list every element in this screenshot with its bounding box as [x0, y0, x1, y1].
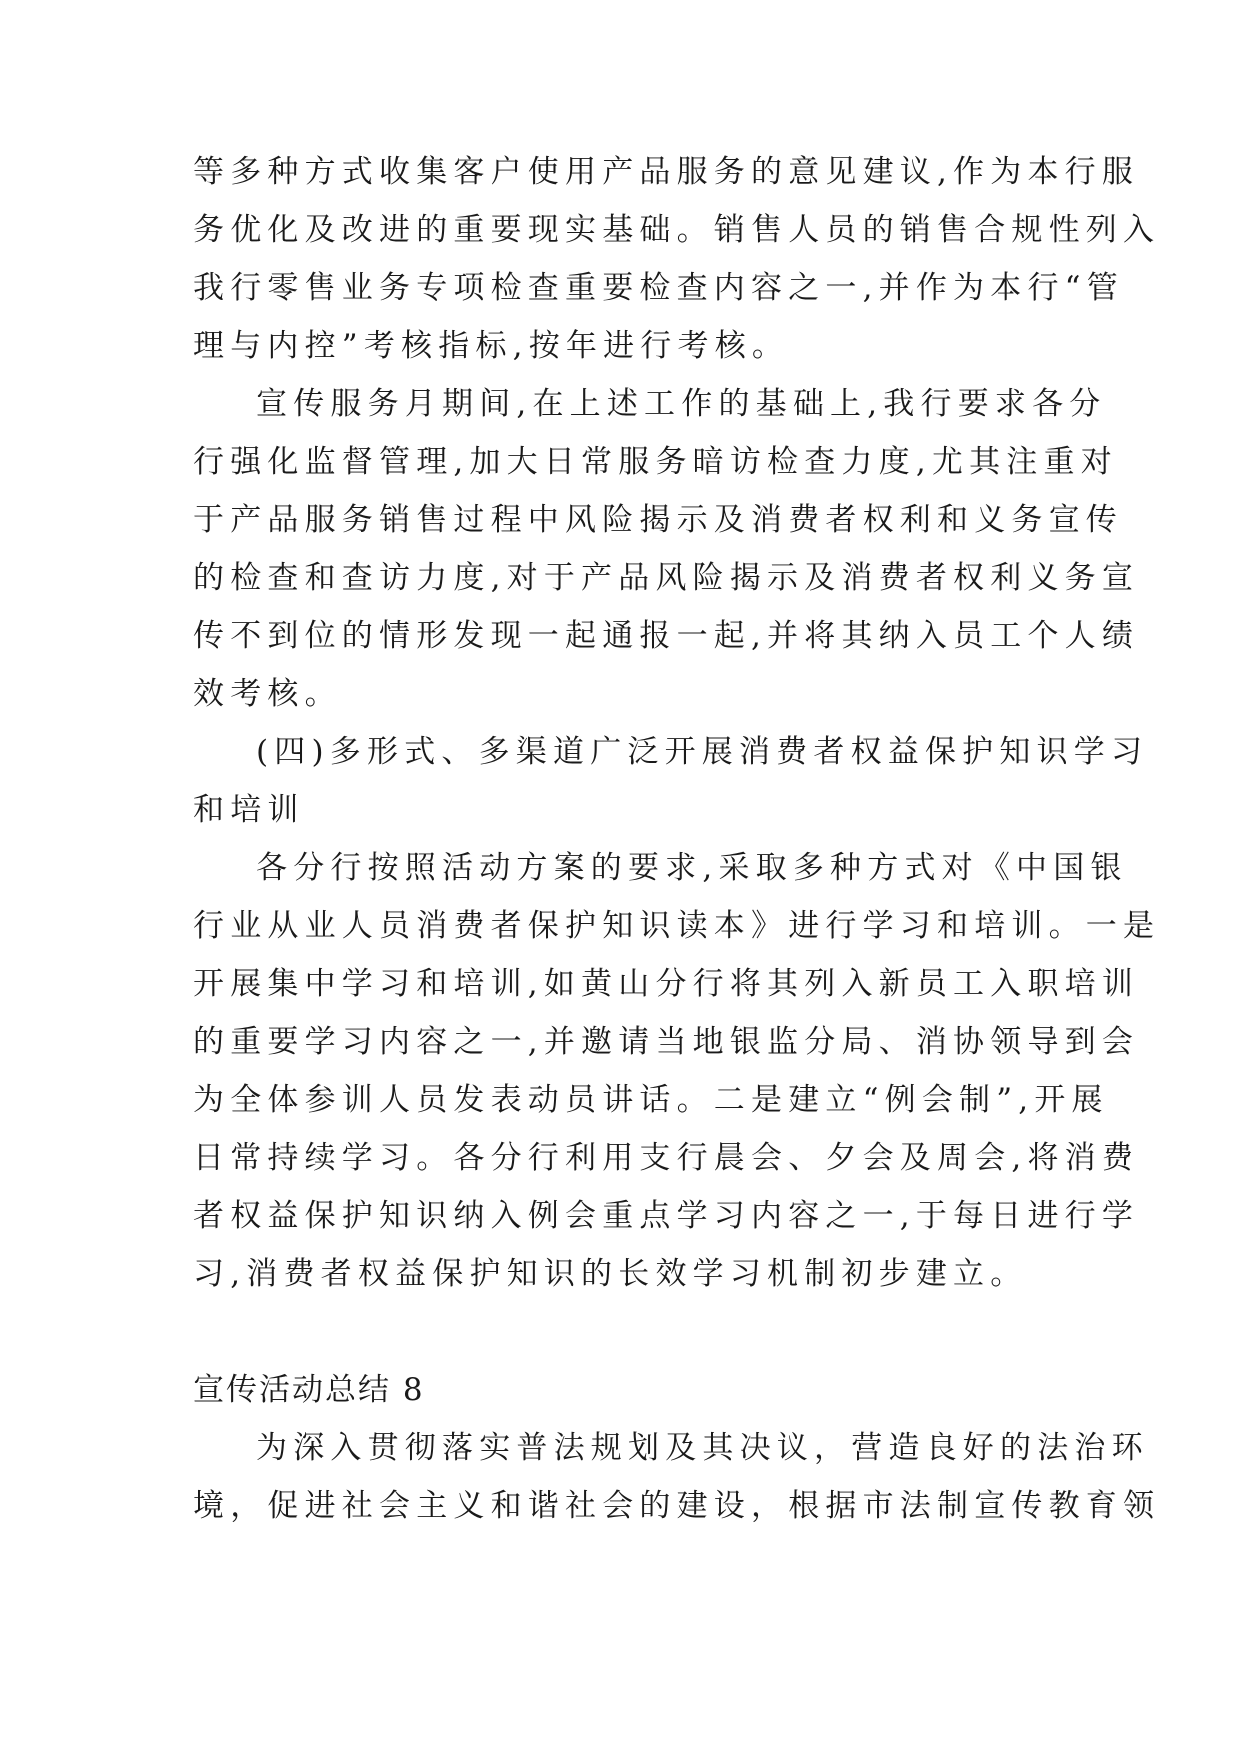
section-heading: (四)多形式、多渠道广泛开展消费者权益保护知识学习	[256, 734, 1149, 770]
text-line: 行强化监督管理,加大日常服务暗访检查力度,尤其注重对	[193, 444, 1118, 480]
text-line: 习,消费者权益保护知识的长效学习机制初步建立。	[193, 1256, 1028, 1292]
paragraph-first-line: 各分行按照活动方案的要求,采取多种方式对《中国银	[256, 850, 1128, 886]
paragraph-first-line: 为深入贯彻落实普法规划及其决议，营造良好的法治环	[256, 1430, 1149, 1466]
paragraph-first-line: 宣传服务月期间,在上述工作的基础上,我行要求各分	[256, 386, 1107, 422]
text-line: 等多种方式收集客户使用产品服务的意见建议,作为本行服	[193, 154, 1140, 190]
text-line: 日常持续学习。各分行利用支行晨会、夕会及周会,将消费	[193, 1140, 1140, 1176]
text-line: 我行零售业务专项检查重要检查内容之一,并作为本行“管	[193, 270, 1124, 306]
text-line: 行业从业人员消费者保护知识读本》进行学习和培训。一是	[193, 908, 1161, 944]
text-line: 境，促进社会主义和谐社会的建设，根据市法制宣传教育领	[193, 1488, 1161, 1524]
text-line: 开展集中学习和培训,如黄山分行将其列入新员工入职培训	[193, 966, 1140, 1002]
text-line: 为全体参训人员发表动员讲话。二是建立“例会制”,开展	[193, 1082, 1109, 1118]
section-heading-cont: 和培训	[193, 792, 305, 828]
text-line: 于产品服务销售过程中风险揭示及消费者权利和义务宣传	[193, 502, 1123, 538]
text-line: 效考核。	[193, 676, 342, 712]
text-line: 的重要学习内容之一,并邀请当地银监分局、消协领导到会	[193, 1024, 1140, 1060]
text-line: 传不到位的情形发现一起通报一起,并将其纳入员工个人绩	[193, 618, 1140, 654]
text-line: 的检查和查访力度,对于产品风险揭示及消费者权利义务宣	[193, 560, 1140, 596]
article-title: 宣传活动总结 8	[193, 1372, 425, 1408]
text-line: 务优化及改进的重要现实基础。销售人员的销售合规性列入	[193, 212, 1161, 248]
text-line: 理与内控”考核指标,按年进行考核。	[193, 328, 790, 364]
text-line: 者权益保护知识纳入例会重点学习内容之一,于每日进行学	[193, 1198, 1140, 1234]
